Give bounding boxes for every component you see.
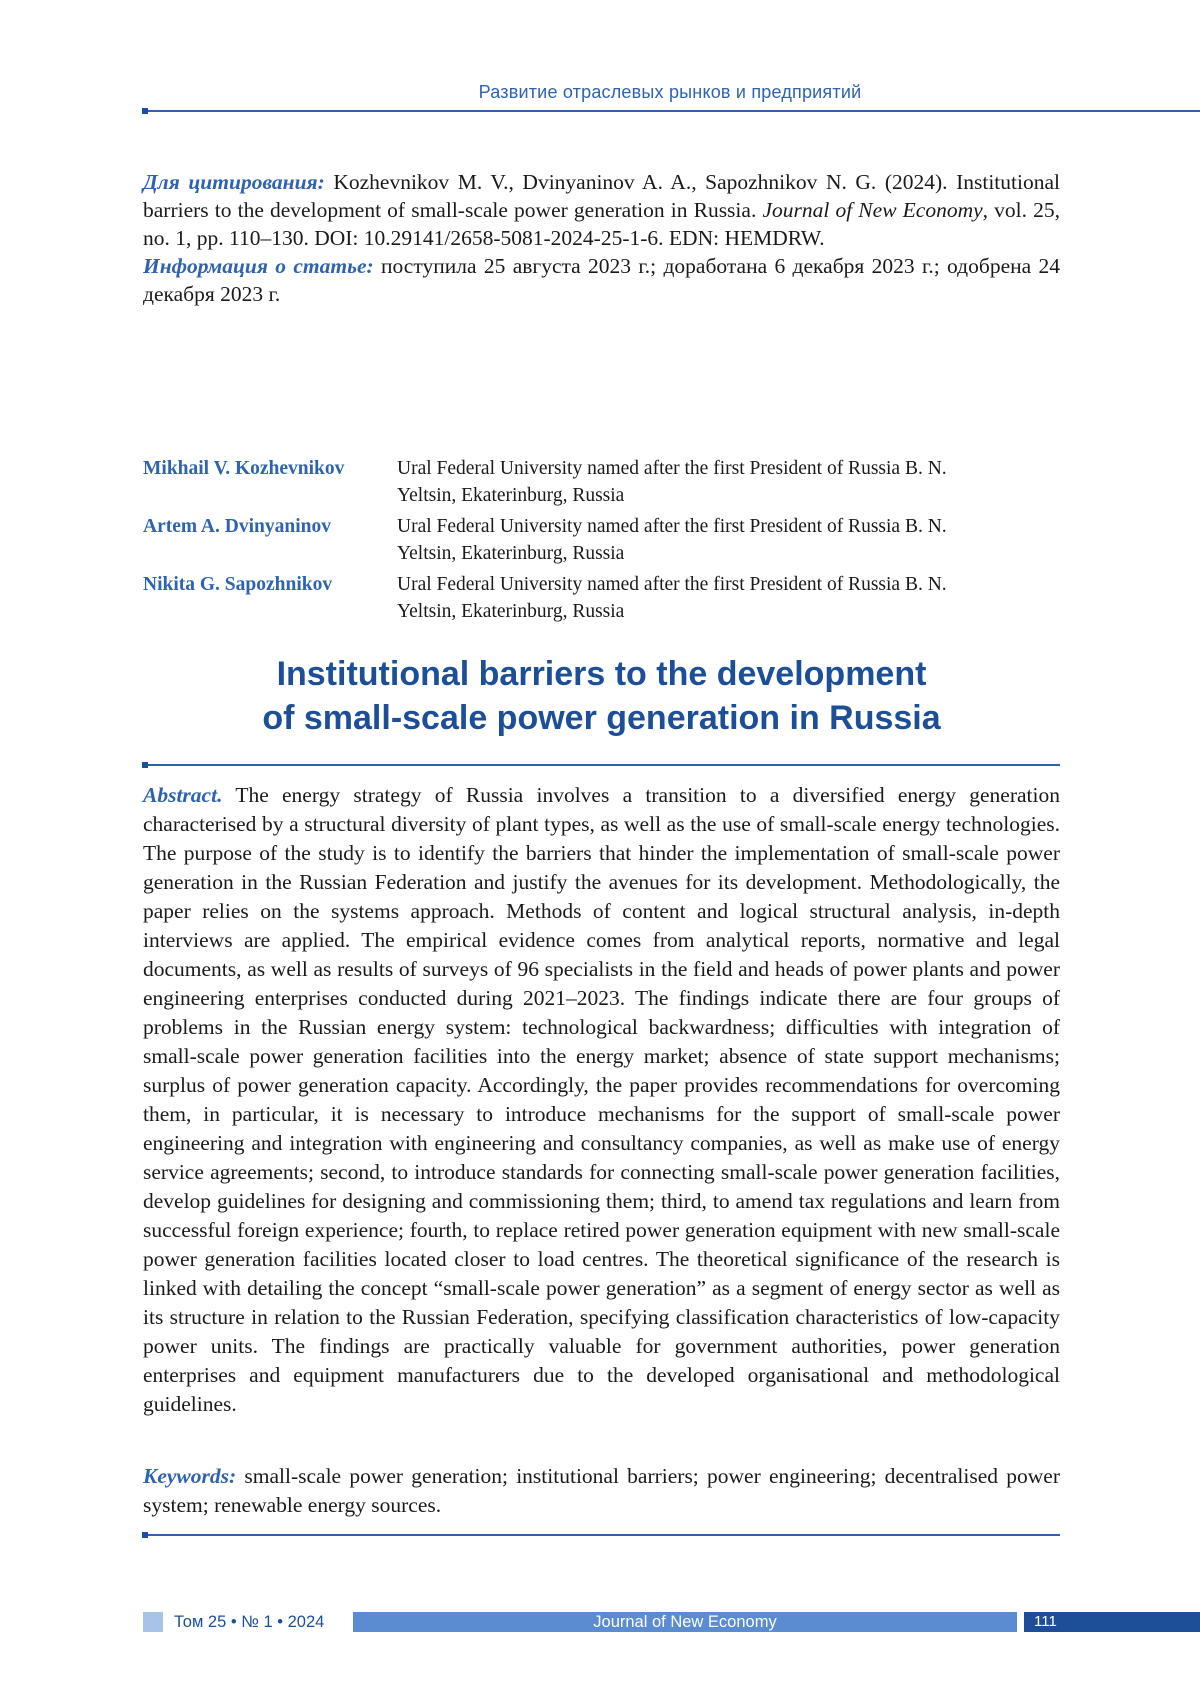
keywords-rule-marker — [142, 1532, 148, 1538]
citation-journal: Journal of New Economy — [762, 198, 983, 222]
author-affiliation: Ural Federal University named after the first President of Russia B. N. Yeltsin, Ekaterinburg, Russia — [397, 516, 947, 564]
citation-block — [143, 168, 1060, 308]
article-info-label: Информация о статье: — [143, 254, 374, 278]
article-info-text: поступила 25 августа 2023 г.; доработана 6 декабря 2023 г.; одобрена 24 декабря 2023 г. — [143, 254, 1061, 306]
citation-label: Для цитирования: — [143, 170, 325, 194]
abstract-text: The energy strategy of Russia involves a transition to a diversified energy generation characterised by a structural diversity of plant types, as well as the use of small-scale energy technologies. The purpose of the study is to identify the barriers that hinder the implementation of small-scale power generation in the Russian Federation and justify the avenues for its development. Methodologically, the paper relies on the systems approach. Methods of content and logical structural analysis, in-depth interviews are applied. The empirical evidence comes from analytical reports, normative and legal documents, as well as results of surveys of 96 specialists in the field and heads of power plants and power engineering enterprises conducted during 2021–2023. The findings indicate there are four groups of problems in the Russian energy system: technological backwardness; difficulties with integration of small-scale power generation facilities into the energy market; absence of state support mechanisms; surplus of power generation capacity. Accordingly, the paper provides recommendations for overcoming them, in particular, it is necessary to introduce mechanisms for the support of small-scale power engineering and integration with engineering and consultancy companies, as well as make use of energy service agreements; second, to introduce standards for connecting small-scale power generation facilities, develop guidelines for designing and commissioning them; third, to amend tax regulations and learn from successful foreign experience; fourth, to replace retired power generation equipment with new small-scale power generation facilities located closer to load centres. The theoretical significance of the research is linked with detailing the concept “small-scale power generation” as a segment of energy sector as well as its structure in relation to the Russian Federation, specifying classification characteristics of low-capacity power units. The findings are practically valuable for government authorities, power generation enterprises and equipment manufacturers due to the developed organisational and methodological guidelines. — [143, 783, 1060, 1416]
citation-text: Kozhevnikov M. V., Dvinyaninov A. A., Sapozhnikov N. G. (2024). Institutional barriers to the development of small-scale power generation in Russia. — [143, 170, 1060, 222]
author-row — [143, 456, 1060, 509]
author-name: Nikita G. Sapozhnikov — [143, 574, 333, 595]
footer-issue: Том 25 • № 1 • 2024 — [174, 1613, 325, 1631]
footer-page — [1024, 1612, 1200, 1632]
header-rule — [142, 110, 1200, 112]
footer-journal: Journal of New Economy — [353, 1612, 1017, 1632]
author-name: Artem A. Dvinyaninov — [143, 516, 331, 537]
header-rule-marker — [142, 108, 148, 114]
author-row — [143, 572, 1060, 625]
citation-text-2: , vol. 25, no. 1, pp. 110–130. DOI: 10.29141/2658-5081-2024-25-1-6. EDN: HEMDRW. — [143, 198, 1061, 250]
keywords-text: small-scale power generation; institutional barriers; power engineering; decentralised power system; renewable energy sources. — [143, 1464, 1060, 1517]
abstract-label: Abstract. — [143, 783, 223, 807]
authors-list — [143, 456, 1060, 630]
abstract — [143, 781, 1060, 1419]
keywords — [143, 1462, 1060, 1520]
article-title — [143, 652, 1060, 740]
author-affiliation: Ural Federal University named after the first President of Russia B. N. Yeltsin, Ekaterinburg, Russia — [397, 458, 947, 506]
title-line-1: Institutional barriers to the development — [276, 655, 927, 693]
author-name: Mikhail V. Kozhevnikov — [143, 458, 345, 479]
title-rule — [142, 764, 1060, 766]
title-rule-marker — [142, 762, 148, 768]
page-footer — [0, 1612, 1200, 1632]
title-line-2: of small-scale power generation in Russia — [262, 699, 941, 737]
running-head: Развитие отраслевых рынков и предприятий — [478, 82, 862, 102]
author-row — [143, 514, 1060, 567]
page-number: 111 — [1034, 1613, 1057, 1630]
keywords-label: Keywords: — [143, 1464, 237, 1488]
keywords-rule — [142, 1534, 1060, 1536]
footer-square — [143, 1612, 163, 1632]
author-affiliation: Ural Federal University named after the first President of Russia B. N. Yeltsin, Ekaterinburg, Russia — [397, 574, 947, 622]
